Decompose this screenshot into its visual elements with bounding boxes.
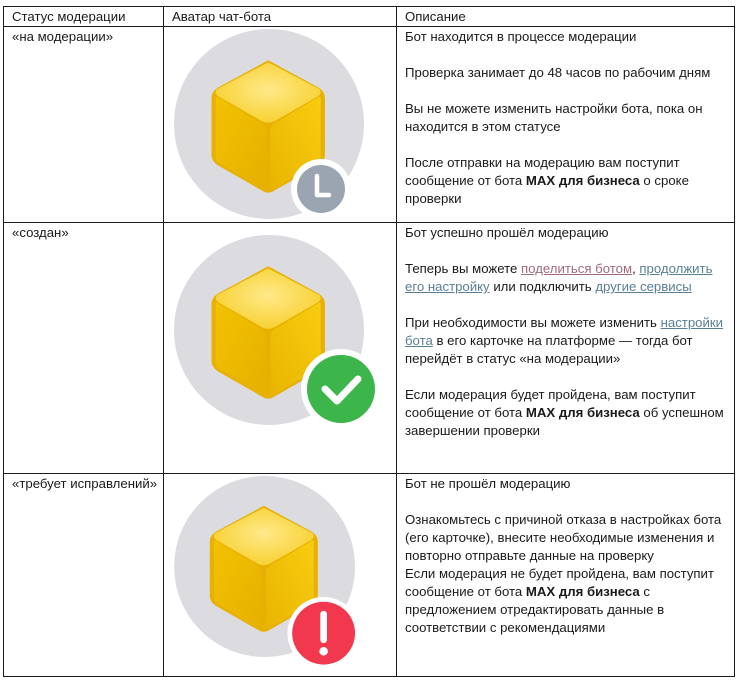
bot-avatar	[171, 476, 381, 676]
table-row	[4, 27, 735, 223]
description-cell	[397, 223, 735, 474]
description-text: Вы не можете изменить настройки бота, пока он находится в этом статусе	[405, 101, 703, 134]
description-text: После отправки на модерацию вам поступит сообщение от бота MAX для бизнеса о сроке проверки	[405, 155, 689, 206]
exclamation-icon	[287, 597, 359, 669]
bot-avatar	[171, 235, 391, 445]
continue-setup-link[interactable]: продолжить его настройку	[405, 261, 713, 294]
share-bot-link[interactable]: поделиться ботом	[521, 261, 633, 276]
description-cell	[397, 27, 735, 223]
clock-icon	[291, 159, 351, 219]
bot-avatar	[171, 29, 371, 221]
table-row	[4, 223, 735, 474]
table-header-row	[4, 7, 735, 27]
avatar-cell	[164, 223, 397, 474]
header-avatar: Аватар чат-бота	[164, 7, 397, 27]
description-text: Если модерация будет пройдена, вам поступит сообщение от бота MAX для бизнеса об успешном завершении проверки	[405, 387, 724, 438]
header-status: Статус модерации	[4, 7, 164, 27]
avatar-cell	[164, 474, 397, 677]
avatar-cell	[164, 27, 397, 223]
moderation-status-table	[3, 6, 735, 677]
description-text: Если модерация не будет пройдена, вам поступит сообщение от бота MAX для бизнеса с предложением отредактировать данные в соответствии с рекомендациями	[405, 566, 714, 635]
description-text: Теперь вы можете поделиться ботом, продолжить его настройку или подключить другие сервисы	[405, 261, 713, 294]
description-text: Бот успешно прошёл модерацию	[405, 225, 609, 240]
checkmark-icon	[301, 349, 381, 429]
status-cell: «требует исправлений»	[4, 474, 164, 677]
description-text: Бот не прошёл модерацию	[405, 476, 571, 491]
description-text: Проверка занимает до 48 часов по рабочим дням	[405, 65, 711, 80]
status-cell: «на модерации»	[4, 27, 164, 223]
description-text: При необходимости вы можете изменить настройки бота в его карточке на платформе — тогда бот перейдёт в статус «на модерации»	[405, 315, 723, 366]
description-cell	[397, 474, 735, 677]
bot-settings-link[interactable]: настройки бота	[405, 315, 723, 348]
status-cell: «создан»	[4, 223, 164, 474]
table-row	[4, 474, 735, 677]
description-text: Бот находится в процессе модерации	[405, 29, 637, 44]
description-text: Ознакомьтесь с причиной отказа в настройках бота (его карточке), внесите необходимые изменения и повторно отправьте данные на проверку	[405, 512, 722, 563]
other-services-link[interactable]: другие сервисы	[595, 279, 692, 294]
header-description: Описание	[397, 7, 735, 27]
